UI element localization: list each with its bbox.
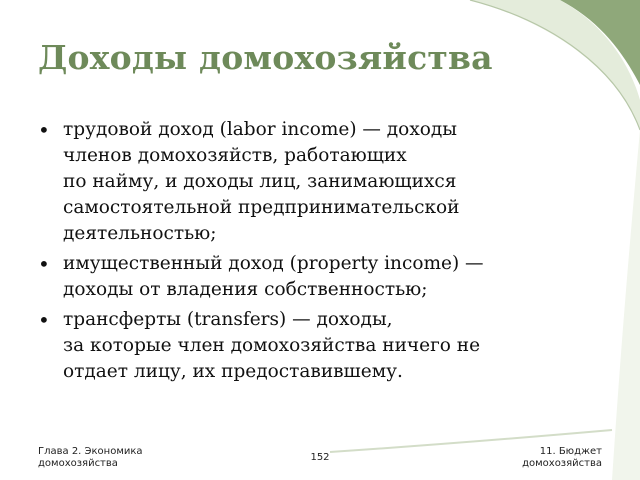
bullet-icon: • bbox=[38, 118, 50, 142]
footer-chapter-line: домохозяйства bbox=[38, 458, 118, 469]
bullet-text-line: имущественный доход (property income) — bbox=[63, 253, 484, 274]
bullet-icon: • bbox=[38, 252, 50, 276]
slide-title: Доходы домохозяйства bbox=[38, 38, 493, 77]
bullet-text-line: трудовой доход (labor income) — доходы bbox=[63, 119, 458, 140]
bullet-text-line: самостоятельной предпринимательской bbox=[63, 197, 460, 218]
bullet-text-line: по найму, и доходы лиц, занимающихся bbox=[63, 171, 457, 192]
bullet-text-line: членов домохозяйств, работающих bbox=[63, 145, 407, 166]
bullet-icon: • bbox=[38, 308, 50, 332]
bullet-list bbox=[38, 117, 558, 389]
page-number: 152 bbox=[310, 452, 330, 463]
bullet-text-line: деятельностью; bbox=[63, 223, 217, 244]
bullet-item-labor-income bbox=[38, 117, 558, 247]
bullet-text-line: доходы от владения собственностью; bbox=[63, 279, 428, 300]
bullet-item-transfers bbox=[38, 307, 558, 385]
bullet-text-line: трансферты (transfers) — доходы, bbox=[63, 309, 393, 330]
bullet-item-property-income bbox=[38, 251, 558, 303]
bullet-text-line: за которые член домохозяйства ничего не bbox=[63, 335, 481, 356]
footer-section bbox=[452, 446, 602, 470]
footer-chapter bbox=[38, 446, 188, 470]
bullet-text-line: отдает лицу, их предоставившему. bbox=[63, 361, 403, 382]
footer-chapter-line: Глава 2. Экономика bbox=[38, 446, 143, 457]
footer-section-line: домохозяйства bbox=[522, 458, 602, 469]
right-edge-curve bbox=[612, 130, 640, 480]
footer-section-line: 11. Бюджет bbox=[539, 446, 602, 457]
